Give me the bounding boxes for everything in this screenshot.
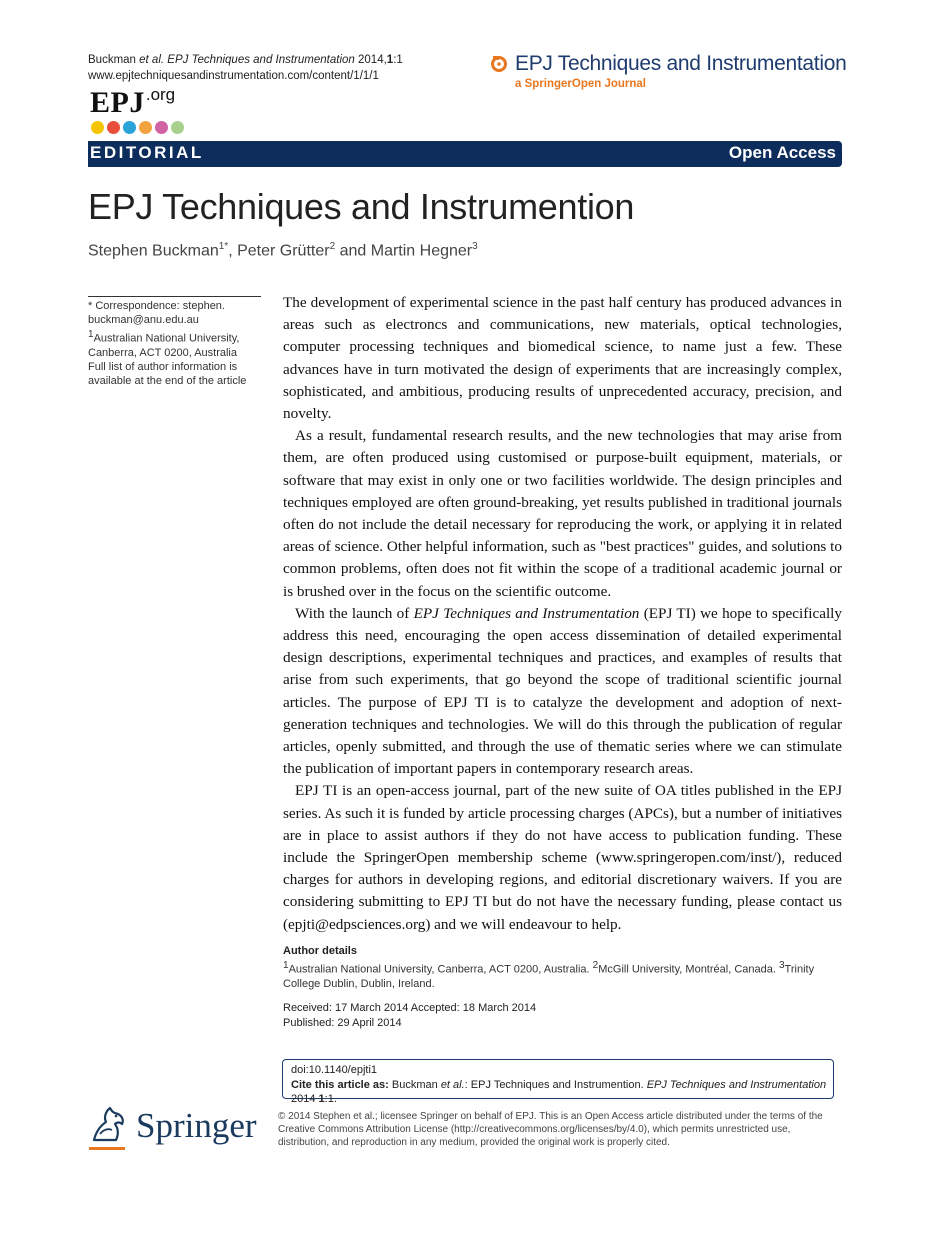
logo-dot (91, 121, 104, 134)
logo-dot (139, 121, 152, 134)
paragraph-text: (EPJ TI) we hope to specifically address this need, encouraging the open access dissemination of detailed experimental design descriptions, experimental techniques and practices, and examples of results that arise from such experiments, that go beyond the scope of traditional scientific journal articles. The purpose of EPJ TI is to catalyze the development and adoption of next-generation techniques and technologies. We will do this through the publication of regular articles, openly submitted, and through the use of thematic series where we can stimulate the publication of important papers in contemporary research areas. (283, 604, 842, 778)
cite-year: 2014 (291, 1093, 316, 1105)
journal-name-italic: EPJ Techniques and Instrumentation (413, 604, 640, 622)
epj-logo-org: .org (145, 85, 176, 104)
epj-logo-dots (91, 121, 184, 134)
published-date: Published: 29 April 2014 (283, 1017, 402, 1029)
author-affiliation-mark: 3 (472, 241, 478, 252)
author-name[interactable]: Martin Hegner (370, 242, 473, 260)
springer-horse-icon (88, 1104, 128, 1146)
springer-underline (89, 1147, 125, 1150)
article-body (283, 292, 842, 936)
cite-journal: EPJ Techniques and Instrumentation (646, 1078, 827, 1091)
epj-logo-text: EPJ (90, 86, 145, 119)
epj-logo[interactable] (90, 86, 175, 120)
affiliation-text: Australian National University, Canberra, ACT 0200, Australia. (288, 963, 590, 976)
logo-dot (123, 121, 136, 134)
cite-etal: et al. (440, 1078, 465, 1091)
cite-page: :1 (393, 54, 403, 66)
logo-dot (155, 121, 168, 134)
body-paragraph: EPJ TI is an open-access journal, part of the new suite of OA titles published in the EPJ series. As such it is funded by article processing charges (APCs), but a number of initiatives are in place to assist authors if they do not have access to publication funding. These include the SpringerOpen membership scheme (www.springeropen.com/inst/), reduced charges for authors in developing regions, and editorial discretionary waivers. If you are considering submitting to EPJ TI but do not have the necessary funding, please contact us (epjti@edpsciences.org) and we will endeavour to help. (283, 782, 842, 933)
author-details-text (283, 959, 843, 992)
affiliation-mark: 2 (592, 959, 599, 971)
running-citation-line (88, 52, 403, 68)
affiliation-mark: 1 (88, 328, 94, 340)
cite-year: 2014, (358, 54, 387, 66)
logo-dot (171, 121, 184, 134)
springeropen-icon (491, 56, 507, 72)
cite-etal: et al. (139, 54, 165, 66)
article-type-label: EDITORIAL (90, 143, 204, 162)
body-paragraph: As a result, fundamental research results, and the new technologies that may arise from them, are often produced using customised or purpose-built equipment, materials, or software that may exist in only one or two facilities worldwide. The design principles and techniques employed are often ground-breaking, yet results published in traditional journals often do not include the detail necessary for reproducing the work, or applying it in related areas of science. Other helpful information, such as "best practices" guides, and solutions to common problems, often does not fit within the scope of a traditional academic journal or is brushed over in the focus on the scientific outcome. (283, 427, 842, 600)
affiliation-text: McGill University, Montréal, Canada. (598, 963, 776, 976)
sidebar-divider (88, 296, 261, 297)
journal-title: EPJ Techniques and Instrumentation (515, 52, 847, 75)
logo-dot (107, 121, 120, 134)
author-affiliation-mark: 1* (218, 241, 229, 252)
cite-title: : EPJ Techniques and Instrumention. (464, 1078, 644, 1091)
received-accepted-dates: Received: 17 March 2014 Accepted: 18 March 2014 (283, 1002, 537, 1014)
cite-volume: 1 (318, 1093, 325, 1105)
author-details (283, 944, 843, 991)
springer-wordmark: Springer (136, 1106, 257, 1145)
article-type-bar (88, 141, 842, 167)
running-citation (88, 52, 403, 84)
article-title: EPJ Techniques and Instrumention (88, 186, 635, 227)
cite-authors: Buckman (391, 1078, 438, 1091)
affiliation-mark: 3 (778, 959, 785, 971)
article-url[interactable]: www.epjtechniquesandinstrumentation.com/content/1/1/1 (88, 70, 379, 82)
cite-authors: Buckman (88, 54, 136, 66)
paragraph-text: With the launch of (295, 604, 410, 622)
journal-subtitle: a SpringerOpen Journal (515, 78, 646, 90)
cite-page: :1. (324, 1093, 337, 1105)
author-details-heading: Author details (283, 945, 357, 957)
affiliation-text: Trinity College Dublin, Dublin, Ireland. (283, 963, 815, 990)
author-name[interactable]: Peter Grütter (237, 242, 330, 260)
author-list: Stephen Buckman$^{1*}$, Peter Grütter$^2$ and Martin Hegner$^3$ (88, 241, 478, 260)
author-conjunction: and (339, 242, 367, 260)
body-paragraph: The development of experimental science in the past half century has produced advances in areas such as electroncs and communications, new materials, optical technologies, computer processing techniques and biomedical science, to name just a few. These advances have in turn motivated the design of experiments that are increasingly complex, sophisticated, and ambitious, producing results of unprecedented accuracy, precision, and novelty. (283, 294, 842, 423)
cite-this-article (291, 1078, 833, 1107)
sidebar-affiliation (88, 328, 263, 360)
body-paragraph (283, 603, 842, 781)
cite-volume: 1 (386, 54, 394, 66)
correspondence-sidebar (88, 299, 263, 388)
affiliation-mark: 1 (283, 959, 289, 971)
open-access-label: Open Access (728, 143, 836, 162)
affiliation-text: Australian National University, Canberra, ACT 0200, Australia (88, 332, 240, 359)
author-affiliation-mark: 2 (329, 241, 336, 252)
citation-box (282, 1059, 834, 1105)
author-name[interactable]: Stephen Buckman (88, 242, 219, 260)
doi-link[interactable]: doi:10.1140/epjti1 (291, 1064, 378, 1076)
full-author-info-note: Full list of author information is available at the end of the article (88, 360, 247, 388)
license-text: © 2014 Stephen et al.; licensee Springer on behalf of EPJ. This is an Open Access article distributed under the terms of the Creative Commons Attribution License (http://creativecommons.org/licenses/by/4.0), which permits unrestricted use, distribution, and reproduction in any medium, provided the original work is properly cited. (278, 1111, 823, 1149)
publication-dates (283, 1001, 536, 1031)
correspondence-email[interactable]: * Correspondence: stephen. buckman@anu.edu.au (88, 300, 225, 327)
cite-label: Cite this article as: (291, 1078, 389, 1091)
cite-journal: EPJ Techniques and Instrumentation (167, 54, 355, 66)
